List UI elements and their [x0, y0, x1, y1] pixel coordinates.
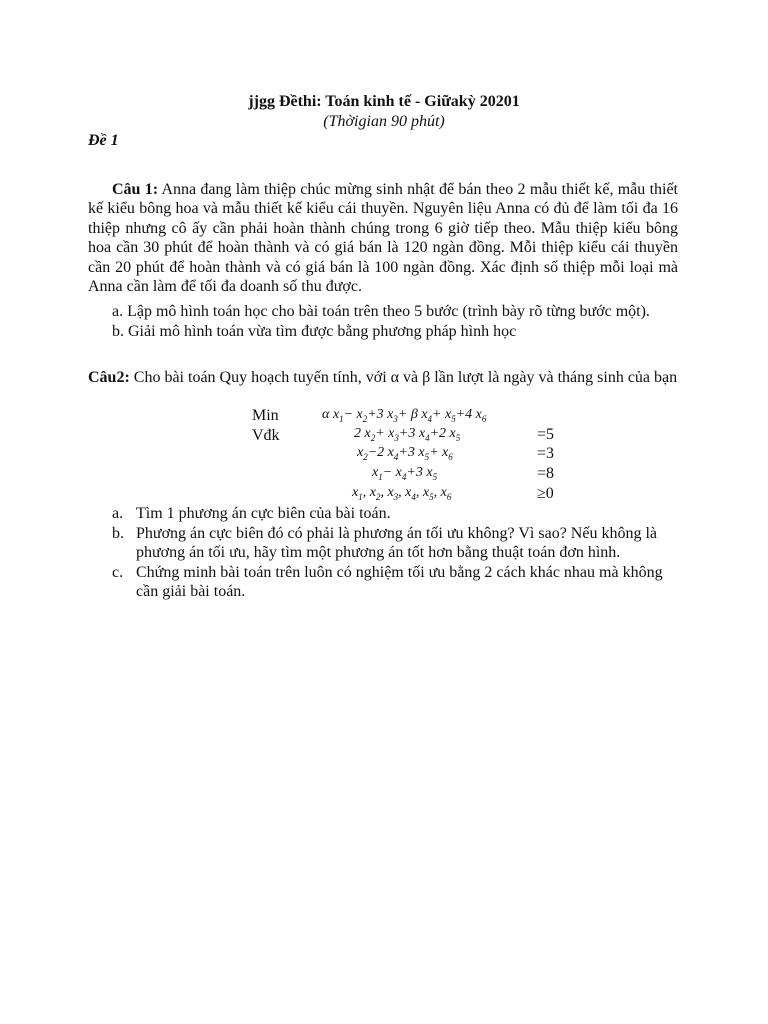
exam-duration: (Thờigian 90 phút): [323, 113, 445, 130]
objective-label: Min: [252, 407, 279, 424]
constraint-3: $x_1- x_4+3$ $x_5$: [372, 465, 438, 482]
nonnegativity-constraint: $x_1$, $x_2$, $x_3$, $x_4$, $x_5$, $x_6$: [352, 485, 452, 502]
question-2-label: Câu2:: [88, 369, 130, 386]
item-marker: b.: [112, 524, 124, 542]
question-1-item-b: b. Giải mô hình toán vừa tìm được bằng phương pháp hình học: [112, 322, 517, 340]
question-1: [88, 180, 678, 296]
question-2: [88, 368, 678, 388]
question-2-item-b: [112, 524, 678, 563]
objective-function: α $x_1- x_2+3$ $x_3+ \beta$ $x_4+ x_5+4$ $x_6$: [322, 407, 487, 424]
item-text: Chứng minh bài toán trên luôn có nghiệm tối ưu bằng 2 cách khác nhau mà không cần giải bài toán.: [136, 563, 663, 600]
constraints-label: Vđk: [252, 427, 280, 444]
item-text: Phương án cực biên đó có phải là phương án tối ưu không? Vì sao? Nếu không là phương án tối ưu, hãy tìm một phương án tốt hơn bằng thuật toán đơn hình.: [136, 524, 657, 561]
item-text: Tìm 1 phương án cực biên của bài toán.: [136, 505, 391, 522]
question-1-items: [112, 302, 650, 341]
constraint-3-rhs: =8: [537, 465, 555, 482]
exam-code: Đề 1: [88, 132, 119, 149]
question-2-text: Cho bài toán Quy hoạch tuyến tính, với α và β lần lượt là ngày và tháng sinh của bạn: [129, 369, 678, 386]
constraint-1: 2 $x_2+ x_3+3$ $x_4+2$ $x_5$: [354, 426, 461, 443]
question-1-label: Câu 1:: [112, 181, 159, 198]
question-2-items: [112, 504, 678, 602]
item-marker: c.: [112, 563, 124, 581]
question-1-text: Anna đang làm thiệp chúc mừng sinh nhật để bán theo 2 mẫu thiết kế, mẫu thiết kế kiểu bông hoa và mẫu thiết kế kiểu cái thuyền. Nguyên liệu Anna có đủ để làm tối đa 16 thiệp nhưng cô ấy cần phải hoàn thành chúng trong 6 giờ tiếp theo. Mẫu thiệp kiểu bông hoa cần 30 phút để hoàn thành và có giá bán là 120 ngàn đồng. Mỗi thiệp kiểu cái thuyền cần 20 phút để hoàn thành và có giá bán là 100 ngàn đồng. Xác định số thiệp mỗi loại mà Anna cần làm để tối đa doanh số thu được.: [88, 181, 679, 296]
item-marker: a.: [112, 505, 124, 522]
constraint-2: $x_2-2$ $x_4+3$ $x_5+ x_6$: [357, 445, 453, 462]
exam-title: jjgg Đềthi: Toán kinh tế - Giữakỳ 20201: [248, 93, 520, 110]
constraint-1-rhs: =5: [537, 426, 555, 443]
question-1-item-a: a. Lập mô hình toán học cho bài toán trên theo 5 bước (trình bày rõ từng bước một).: [112, 303, 650, 320]
question-2-item-c: [112, 563, 678, 602]
nonnegativity-rhs: ≥0: [537, 485, 554, 502]
constraint-2-rhs: =3: [537, 445, 555, 462]
question-2-item-a: [112, 504, 678, 524]
